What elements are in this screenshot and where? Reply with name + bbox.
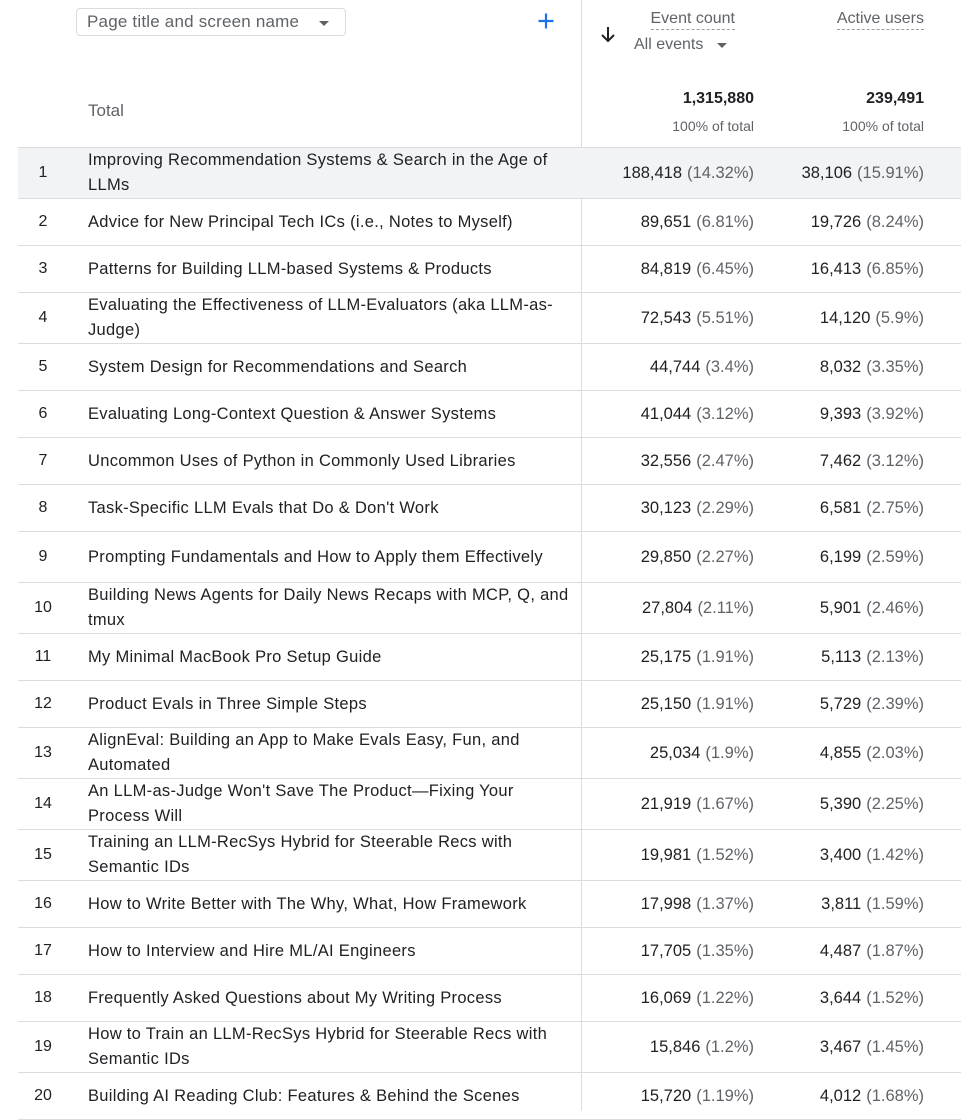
active-users-header[interactable]: Active users	[837, 10, 924, 30]
row-index: 2	[38, 213, 48, 230]
event-count-pct: (1.9%)	[705, 743, 754, 762]
page-title-cell	[88, 246, 573, 292]
row-index: 10	[34, 599, 52, 616]
event-count-value: 41,044	[640, 404, 692, 423]
page-title-cell	[88, 583, 573, 633]
event-count-value: 29,850	[640, 547, 692, 566]
table-row[interactable]	[18, 881, 961, 928]
event-filter-label: All events	[634, 36, 704, 53]
event-count-cell	[641, 246, 754, 292]
event-count-cell	[641, 532, 754, 582]
page-title-text: Prompting Fundamentals and How to Apply them Effectively	[88, 547, 543, 566]
active-users-pct: (2.46%)	[866, 598, 924, 617]
table-row[interactable]	[18, 1073, 961, 1120]
active-users-cell	[820, 1073, 924, 1119]
page-title-cell	[88, 779, 573, 829]
page-title-text: Improving Recommendation Systems & Search in the Age of LLMs	[88, 151, 548, 194]
page-title-text: An LLM-as-Judge Won't Save The Product—Fixing Your Process Will	[88, 782, 514, 825]
active-users-cell	[820, 485, 924, 531]
page-title-text: Building AI Reading Club: Features & Behind the Scenes	[88, 1086, 520, 1105]
page-title-text: Advice for New Principal Tech ICs (i.e., Notes to Myself)	[88, 212, 513, 231]
event-count-value: 16,069	[640, 988, 692, 1007]
active-users-pct: (1.42%)	[866, 845, 924, 864]
event-count-value: 15,720	[640, 1086, 692, 1105]
active-users-cell	[811, 199, 924, 245]
page-title-cell	[88, 681, 573, 727]
table-row[interactable]	[18, 681, 961, 728]
active-users-pct: (15.91%)	[857, 163, 924, 182]
event-count-pct: (2.27%)	[696, 547, 754, 566]
total-active-users: 239,491	[866, 90, 924, 107]
page-title-cell	[88, 199, 573, 245]
row-index: 13	[34, 744, 52, 761]
plus-icon[interactable]	[534, 9, 558, 33]
table-row[interactable]	[18, 634, 961, 681]
event-count-cell	[641, 634, 754, 680]
event-count-pct: (3.4%)	[705, 357, 754, 376]
table-row[interactable]	[18, 532, 961, 583]
active-users-value: 3,467	[819, 1037, 862, 1056]
active-users-cell	[820, 1022, 924, 1072]
event-count-header[interactable]: Event count	[651, 10, 736, 30]
table-row[interactable]	[18, 485, 961, 532]
row-index: 4	[38, 309, 48, 326]
event-count-cell	[650, 728, 754, 778]
row-index: 20	[34, 1087, 52, 1104]
event-count-value: 25,034	[649, 743, 701, 762]
event-count-cell	[641, 830, 754, 880]
event-count-pct: (2.47%)	[696, 451, 754, 470]
page-title-text: My Minimal MacBook Pro Setup Guide	[88, 647, 382, 666]
event-count-cell	[641, 199, 754, 245]
active-users-value: 9,393	[819, 404, 862, 423]
row-index: 17	[34, 942, 52, 959]
event-count-cell	[641, 391, 754, 437]
table-row[interactable]	[18, 1022, 961, 1073]
row-index: 7	[38, 452, 48, 469]
active-users-pct: (1.68%)	[866, 1086, 924, 1105]
event-count-value: 72,543	[640, 308, 692, 327]
total-event-count: 1,315,880	[682, 90, 754, 107]
page-title-text: Evaluating the Effectiveness of LLM-Evaluators (aka LLM-as-Judge)	[88, 296, 553, 339]
page-title-text: Building News Agents for Daily News Recaps with MCP, Q, and tmux	[88, 586, 569, 629]
event-count-pct: (2.29%)	[696, 498, 754, 517]
event-count-cell	[641, 681, 754, 727]
page-title-text: Evaluating Long-Context Question & Answer Systems	[88, 404, 497, 423]
active-users-cell	[821, 881, 924, 927]
row-index: 6	[38, 405, 48, 422]
active-users-pct: (2.25%)	[866, 794, 924, 813]
page-title-text: Uncommon Uses of Python in Commonly Used Libraries	[88, 451, 516, 470]
row-index: 19	[34, 1038, 52, 1055]
event-count-pct: (1.67%)	[696, 794, 754, 813]
active-users-pct: (2.13%)	[866, 647, 924, 666]
event-count-value: 17,705	[640, 941, 692, 960]
active-users-value: 5,113	[821, 647, 862, 666]
active-users-cell	[820, 681, 924, 727]
table-row[interactable]	[18, 975, 961, 1022]
active-users-cell	[820, 532, 924, 582]
active-users-cell	[820, 438, 924, 484]
event-count-value: 84,819	[640, 259, 692, 278]
row-index: 14	[34, 795, 52, 812]
active-users-pct: (8.24%)	[866, 212, 924, 231]
arrow-down-icon[interactable]	[598, 24, 618, 46]
active-users-value: 7,462	[819, 451, 862, 470]
event-count-pct: (1.2%)	[705, 1037, 754, 1056]
event-count-cell	[641, 1073, 754, 1119]
row-index: 12	[34, 695, 52, 712]
event-count-pct: (1.35%)	[696, 941, 754, 960]
table-row[interactable]	[18, 728, 961, 779]
active-users-value: 5,390	[819, 794, 862, 813]
active-users-value: 14,120	[819, 308, 871, 327]
event-count-pct: (1.19%)	[696, 1086, 754, 1105]
active-users-value: 19,726	[810, 212, 862, 231]
active-users-pct: (2.75%)	[866, 498, 924, 517]
table-row[interactable]	[18, 344, 961, 391]
page-title-cell	[88, 830, 573, 880]
table-row[interactable]	[18, 199, 961, 246]
active-users-pct: (2.39%)	[866, 694, 924, 713]
active-users-pct: (2.59%)	[866, 547, 924, 566]
event-count-value: 19,981	[640, 845, 692, 864]
active-users-cell	[820, 728, 924, 778]
event-count-cell	[641, 881, 754, 927]
active-users-value: 8,032	[819, 357, 862, 376]
event-count-cell	[650, 344, 754, 390]
active-users-cell	[821, 634, 924, 680]
row-index: 18	[34, 989, 52, 1006]
page-title-cell	[88, 1073, 573, 1119]
active-users-cell	[820, 928, 924, 974]
page-title-cell	[88, 634, 573, 680]
event-count-cell	[650, 1022, 754, 1072]
event-count-cell	[642, 583, 754, 633]
active-users-pct: (1.45%)	[866, 1037, 924, 1056]
page-title-cell	[88, 293, 573, 343]
table-row[interactable]	[18, 293, 961, 344]
page-title-cell	[88, 532, 573, 582]
table-row[interactable]	[18, 246, 961, 293]
active-users-value: 4,012	[819, 1086, 862, 1105]
table-row[interactable]	[18, 928, 961, 975]
active-users-cell	[820, 975, 924, 1021]
table-row[interactable]	[18, 830, 961, 881]
event-count-pct: (1.91%)	[696, 647, 754, 666]
active-users-cell	[820, 391, 924, 437]
row-index: 1	[38, 164, 48, 181]
active-users-cell	[820, 583, 924, 633]
row-index: 3	[38, 260, 48, 277]
active-users-value: 4,855	[819, 743, 862, 762]
active-users-cell	[820, 344, 924, 390]
page-title-text: Training an LLM-RecSys Hybrid for Steerable Recs with Semantic IDs	[88, 833, 513, 876]
active-users-value: 3,811	[821, 894, 862, 913]
active-users-cell	[820, 293, 924, 343]
total-active-users-pct: 100% of total	[842, 118, 924, 134]
page-title-text: System Design for Recommendations and Search	[88, 357, 468, 376]
active-users-value: 16,413	[810, 259, 862, 278]
page-title-cell	[88, 728, 573, 778]
row-index: 5	[38, 358, 48, 375]
chevron-down-icon	[319, 21, 329, 26]
page-title-cell	[88, 438, 573, 484]
event-count-cell	[641, 928, 754, 974]
event-count-pct: (1.37%)	[696, 894, 754, 913]
active-users-cell	[820, 830, 924, 880]
page-title-text: Frequently Asked Questions about My Writing Process	[88, 988, 502, 1007]
active-users-pct: (1.87%)	[866, 941, 924, 960]
event-count-pct: (1.91%)	[696, 694, 754, 713]
page-title-text: Patterns for Building LLM-based Systems & Products	[88, 259, 492, 278]
table-row[interactable]	[18, 779, 961, 830]
active-users-value: 5,901	[819, 598, 862, 617]
table-row[interactable]	[18, 583, 961, 634]
page-title-text: Task-Specific LLM Evals that Do & Don't Work	[88, 498, 439, 517]
active-users-value: 3,400	[819, 845, 862, 864]
page-title-cell	[88, 881, 573, 927]
row-index: 16	[34, 895, 52, 912]
event-count-cell	[641, 975, 754, 1021]
active-users-value: 3,644	[819, 988, 862, 1007]
total-label: Total	[88, 101, 124, 120]
event-count-value: 32,556	[640, 451, 692, 470]
event-count-pct: (2.11%)	[697, 598, 754, 617]
active-users-pct: (1.59%)	[866, 894, 924, 913]
row-index: 8	[38, 499, 48, 516]
chevron-down-icon	[717, 43, 727, 48]
total-event-count-pct: 100% of total	[672, 118, 754, 134]
active-users-value: 6,199	[819, 547, 862, 566]
row-index: 9	[38, 548, 48, 565]
event-count-value: 188,418	[622, 163, 683, 182]
active-users-pct: (1.52%)	[866, 988, 924, 1007]
page-title-cell	[88, 975, 573, 1021]
page-title-text: AlignEval: Building an App to Make Evals Easy, Fun, and Automated	[88, 731, 520, 774]
event-count-pct: (1.52%)	[696, 845, 754, 864]
row-index: 11	[34, 648, 52, 665]
active-users-cell	[802, 148, 924, 198]
page-title-text: How to Write Better with The Why, What, How Framework	[88, 894, 527, 913]
event-count-value: 30,123	[640, 498, 692, 517]
active-users-value: 38,106	[801, 163, 853, 182]
page-title-cell	[88, 391, 573, 437]
event-count-value: 25,150	[640, 694, 692, 713]
active-users-pct: (5.9%)	[875, 308, 924, 327]
event-count-pct: (1.22%)	[696, 988, 754, 1007]
page-title-cell	[88, 928, 573, 974]
page-title-cell	[88, 485, 573, 531]
event-count-value: 25,175	[640, 647, 692, 666]
event-count-value: 21,919	[640, 794, 692, 813]
active-users-cell	[820, 779, 924, 829]
event-count-pct: (14.32%)	[687, 163, 754, 182]
row-index: 15	[34, 846, 52, 863]
active-users-value: 6,581	[819, 498, 862, 517]
table-row[interactable]	[18, 148, 961, 199]
event-filter-dropdown[interactable]	[634, 36, 727, 54]
event-count-value: 89,651	[640, 212, 692, 231]
event-count-value: 15,846	[649, 1037, 701, 1056]
event-count-pct: (6.81%)	[696, 212, 754, 231]
event-count-pct: (3.12%)	[696, 404, 754, 423]
page-title-text: How to Interview and Hire ML/AI Engineers	[88, 941, 416, 960]
page-title-cell	[88, 1022, 573, 1072]
active-users-pct: (3.35%)	[866, 357, 924, 376]
table-row[interactable]	[18, 391, 961, 438]
active-users-value: 4,487	[819, 941, 862, 960]
page-title-text: Product Evals in Three Simple Steps	[88, 694, 367, 713]
dimension-label: Page title and screen name	[87, 12, 300, 31]
table-body	[18, 148, 961, 1120]
page-title-text: How to Train an LLM-RecSys Hybrid for Steerable Recs with Semantic IDs	[88, 1025, 548, 1068]
event-count-value: 44,744	[649, 357, 701, 376]
event-count-cell	[641, 438, 754, 484]
active-users-pct: (6.85%)	[866, 259, 924, 278]
active-users-pct: (3.12%)	[866, 451, 924, 470]
event-count-value: 27,804	[641, 598, 693, 617]
active-users-cell	[811, 246, 924, 292]
active-users-value: 5,729	[819, 694, 862, 713]
event-count-cell	[641, 779, 754, 829]
page-title-cell	[88, 344, 573, 390]
active-users-pct: (2.03%)	[866, 743, 924, 762]
event-count-cell	[622, 148, 754, 198]
dimension-selector[interactable]	[76, 8, 346, 36]
event-count-cell	[641, 293, 754, 343]
page-title-cell	[88, 148, 573, 198]
event-count-cell	[641, 485, 754, 531]
event-count-value: 17,998	[640, 894, 692, 913]
active-users-pct: (3.92%)	[866, 404, 924, 423]
event-count-pct: (5.51%)	[696, 308, 754, 327]
table-row[interactable]	[18, 438, 961, 485]
event-count-pct: (6.45%)	[696, 259, 754, 278]
